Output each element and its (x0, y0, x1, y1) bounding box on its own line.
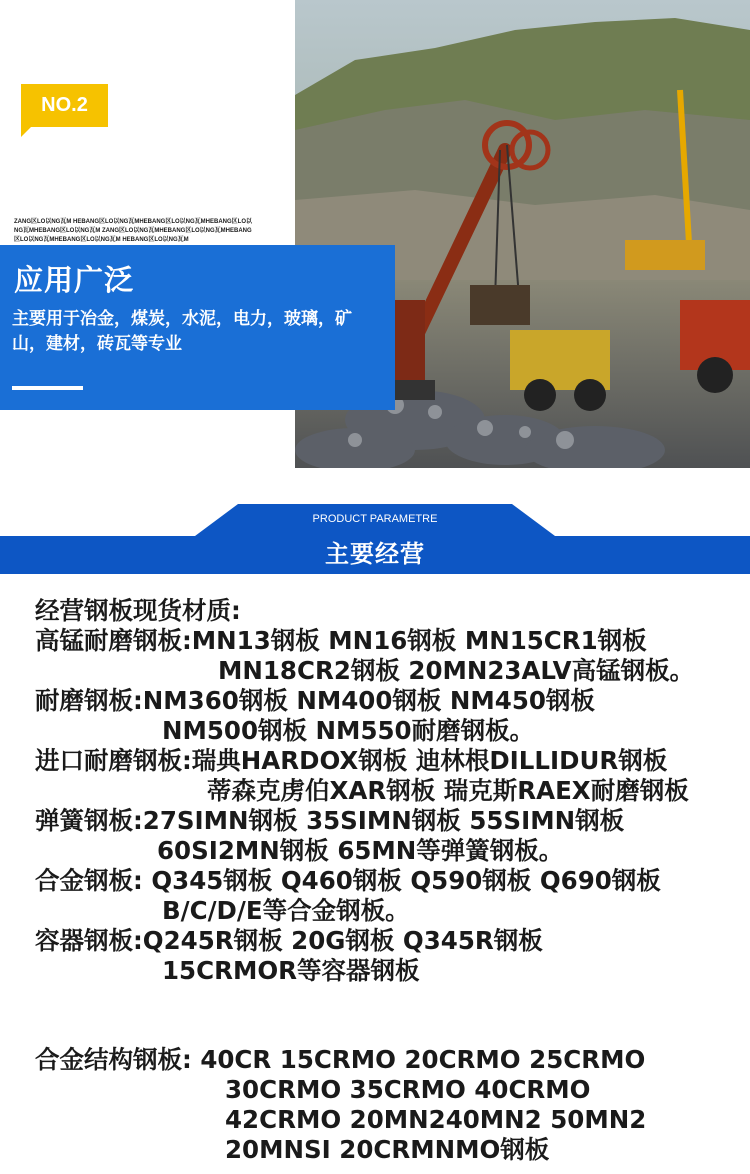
banner-title: 主要经营 (325, 540, 425, 568)
decorative-microtext: ZANG区LO以NG瓦M HEBANG区LO以NG瓦MHEBANG区LO以NG瓦MHEBANG区LO以NG瓦MHEBANG区LO以NG瓦M ZANG区LO以NG瓦MHEBANG区LO以NG瓦MHEBANG区LO以NG瓦MHEBANG区LO以NG瓦M HEBANG区LO以NG瓦M (14, 219, 252, 243)
list-line: B/C/D/E等合金钢板。 (162, 896, 410, 925)
list-line: 高锰耐磨钢板:MN13钢板 MN16钢板 MN15CR1钢板 (35, 626, 647, 655)
list-spacer (35, 986, 750, 1045)
banner-subtitle: PRODUCT PARAMETRE (312, 513, 438, 525)
list-line: 合金钢板: Q345钢板 Q460钢板 Q590钢板 Q690钢板 (35, 866, 661, 895)
card-description: 主要用于冶金，煤炭，水泥，电力，玻璃，矿山，建材，砖瓦等专业 (12, 309, 352, 354)
list-line: 60SI2MN钢板 65MN等弹簧钢板。 (157, 836, 564, 865)
list-line: 容器钢板:Q245R钢板 20G钢板 Q345R钢板 (35, 926, 543, 955)
badge-label: NO.2 (41, 94, 88, 116)
list-line: MN18CR2钢板 20MN23ALV高锰钢板。 (218, 656, 695, 685)
list-line: 30CRMO 35CRMO 40CRMO (225, 1075, 591, 1104)
list-line: 42CRMO 20MN240MN2 50MN2 (225, 1105, 647, 1134)
card-title: 应用广泛 (14, 263, 135, 297)
section-number-badge (21, 84, 108, 127)
badge-tail (21, 127, 31, 137)
list-line: NM500钢板 NM550耐磨钢板。 (162, 716, 535, 745)
list-line: 耐磨钢板:NM360钢板 NM400钢板 NM450钢板 (35, 686, 595, 715)
list-line: 20MNSI 20CRMNMO钢板 (225, 1135, 550, 1164)
list-line: 弹簧钢板:27SIMN钢板 35SIMN钢板 55SIMN钢板 (35, 806, 625, 835)
list-line: 蒂森克虏伯XAR钢板 瑞克斯RAEX耐磨钢板 (207, 776, 689, 805)
product-list (35, 596, 750, 1165)
list-line: 合金结构钢板: 40CR 15CRMO 20CRMO 25CRMO (35, 1045, 646, 1074)
list-line: 15CRMOR等容器钢板 (162, 956, 420, 985)
card-underline (12, 386, 83, 390)
list-line: 进口耐磨钢板:瑞典HARDOX钢板 迪林根DILLIDUR钢板 (35, 746, 668, 775)
list-line: 经营钢板现货材质: (35, 596, 241, 625)
